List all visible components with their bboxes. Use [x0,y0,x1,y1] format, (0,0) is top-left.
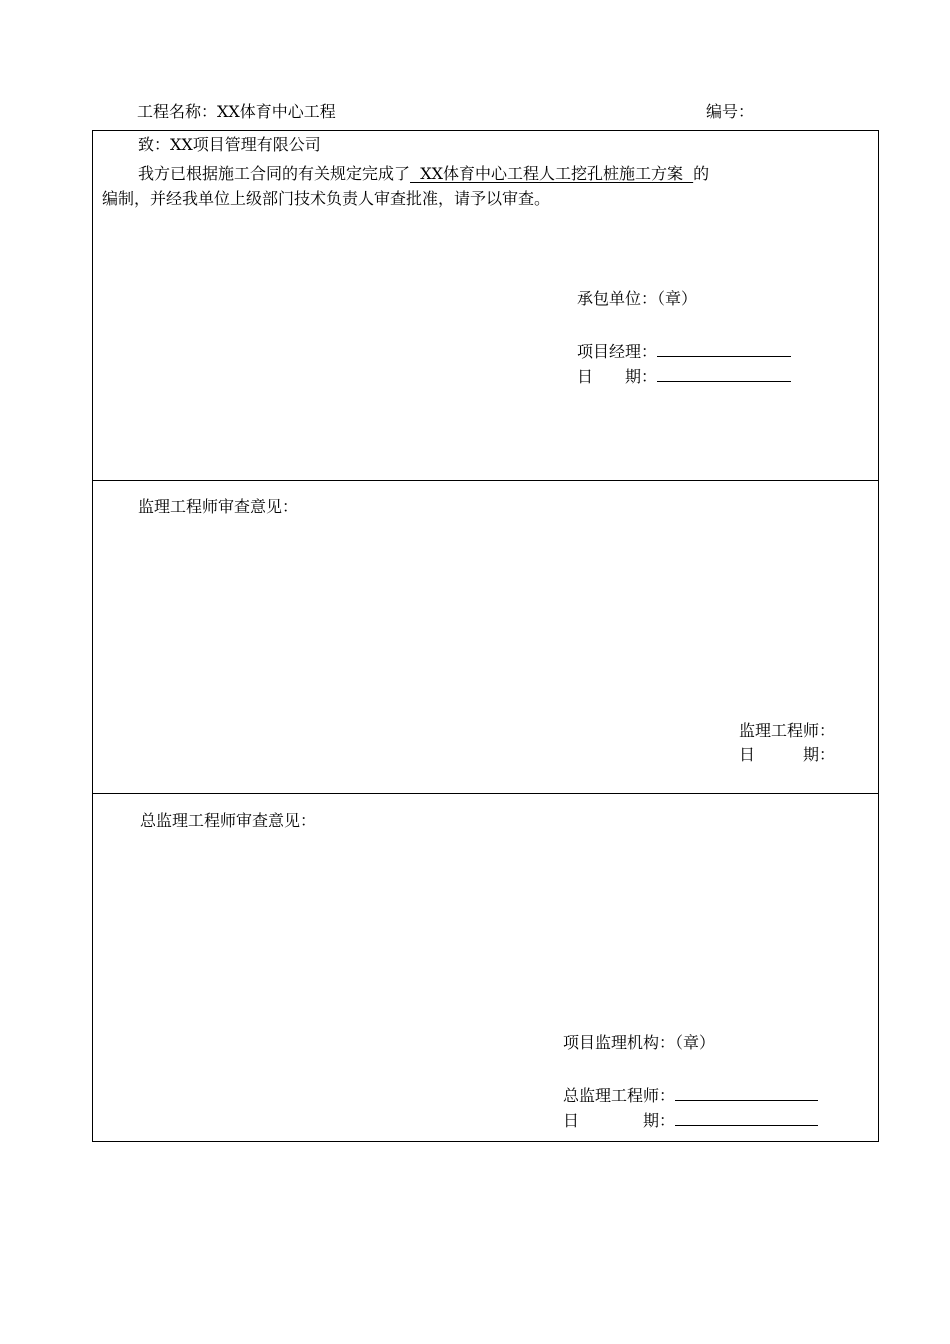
chief-date-field [563,1108,818,1131]
project-manager-signature-line[interactable] [657,339,791,357]
project-manager-field [577,339,791,362]
submission-prefix: 我方已根据施工合同的有关规定完成了 [138,164,411,183]
submission-text-line1 [138,164,709,184]
project-manager-label: 项目经理： [577,342,658,361]
chief-engineer-label: 总监理工程师： [563,1086,676,1105]
contractor-date-label: 日 期： [577,367,658,386]
number-label: 编号： [706,102,755,121]
chief-opinion-label: 总监理工程师审查意见： [140,811,317,830]
chief-date-line[interactable] [675,1108,818,1126]
addressee-line: 致：XX项目管理有限公司 [138,135,321,154]
contractor-seal-label: 承包单位：（章） [577,289,698,308]
project-name [137,102,336,122]
submission-suffix: 的 [693,164,710,183]
form-table [92,130,879,1142]
engineer-signature-label: 监理工程师： [739,721,836,740]
contractor-date-field [577,364,791,387]
section-divider-2 [92,793,879,794]
chief-engineer-signature-line[interactable] [675,1083,818,1101]
engineer-date-label: 日 期： [739,745,836,764]
plan-name: XX体育中心工程人工挖孔桩施工方案 [410,164,694,183]
submission-text-line2: 编制，并经我单位上级部门技术负责人审查批准，请予以审查。 [102,189,551,208]
chief-engineer-field [563,1083,818,1106]
contractor-date-line[interactable] [657,364,791,382]
engineer-opinion-label: 监理工程师审查意见： [138,497,299,516]
chief-date-label: 日 期： [563,1111,676,1130]
project-name-label: 工程名称： [137,102,218,121]
section-divider-1 [92,480,879,481]
project-name-value: XX体育中心工程 [217,102,336,121]
supervision-org-seal-label: 项目监理机构：（章） [563,1033,716,1052]
